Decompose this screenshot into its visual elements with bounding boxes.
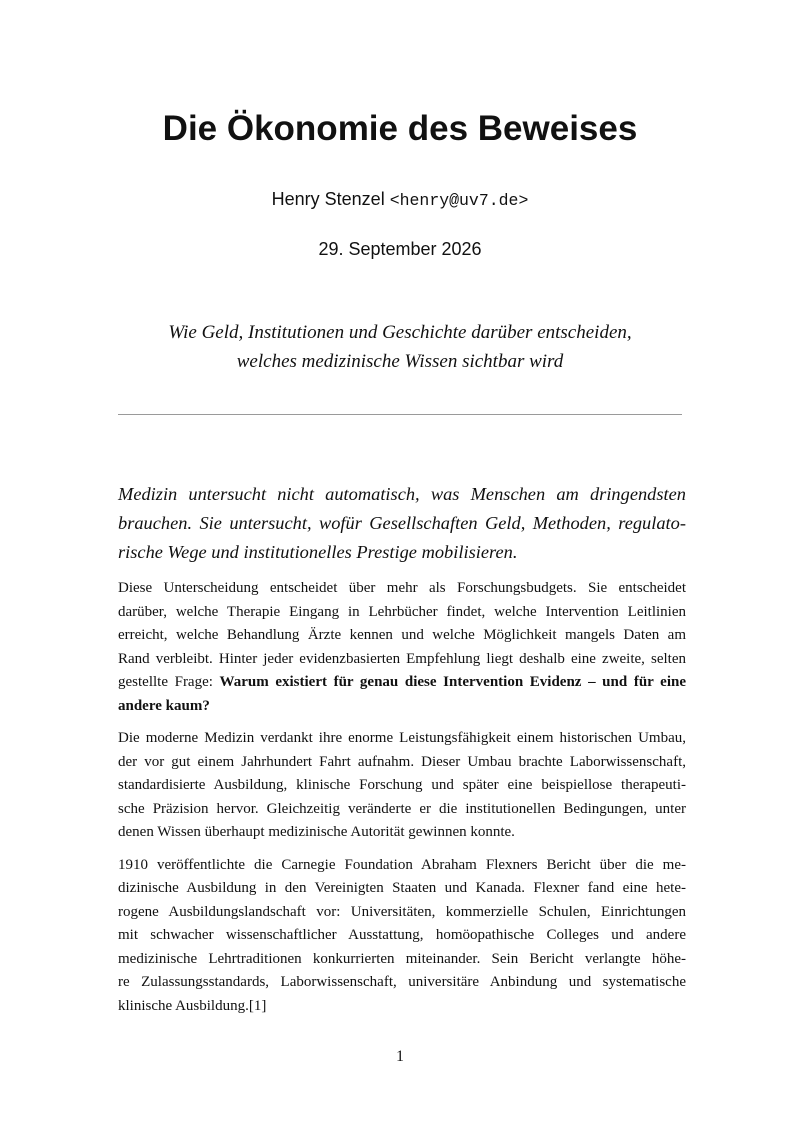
author-name: Henry Stenzel [271, 189, 385, 209]
paragraph-line: Rand verbleibt. Hinter jeder evidenzbasierten Empfehlung liegt deshalb eine zweite, selten [118, 650, 686, 667]
paragraph-line: denen Wissen überhaupt medizinische Autorität gewinnen konnte. [118, 824, 515, 840]
title-divider [118, 414, 682, 415]
page-number: 1 [396, 1048, 404, 1065]
paragraph-line: rogene Ausbildungslandschaft vor: Universitäten, kommerzielle Schulen, Einrichtungen [118, 903, 686, 920]
document-title: Die Ökonomie des Beweises [162, 109, 638, 148]
paragraph-line: der vor gut einem Jahrhundert Fahrt aufnahm. Dieser Umbau brachte Laborwissenschaft, [118, 753, 686, 770]
paragraph-line: medizinische Lehrtraditionen konkurrierten miteinander. Sein Bericht verlangte höhe- [118, 950, 686, 967]
paragraph-line: Die moderne Medizin verdankt ihre enorme Leistungsfähigkeit einem historischen Umbau, [118, 730, 686, 746]
paragraph-line: klinische Ausbildung.[1] [118, 997, 267, 1014]
document-subtitle [0, 318, 800, 376]
paragraph-line: 1910 veröffentlichte die Carnegie Foundation Abraham Flexners Bericht über die me- [118, 856, 686, 873]
body-text [118, 480, 686, 1027]
paragraph-line [118, 671, 686, 695]
paragraph-line: dizinische Ausbildung in den Vereinigten Staaten und Kanada. Flexner fand eine hete- [118, 880, 686, 896]
subtitle-line-1: Wie Geld, Institutionen und Geschichte darüber entscheiden, [168, 322, 632, 343]
subtitle-line-2: welches medizinische Wissen sichtbar wird [236, 351, 564, 372]
paragraph-2 [118, 727, 686, 845]
lead-paragraph [118, 480, 686, 567]
lead-line: brauchen. Sie untersucht, wofür Gesellschaften Geld, Methoden, regulato- [118, 513, 686, 533]
paragraph-line: re Zulassungsstandards, Laborwissenschaft, universitäre Anbindung und systematische [118, 974, 686, 990]
paragraph-line: sche Präzision hervor. Gleichzeitig veränderte er die institutionellen Bedingungen, unter [118, 800, 686, 817]
author-email[interactable]: <henry@uv7.de> [389, 191, 529, 210]
paragraph-1 [118, 577, 686, 718]
document-date: 29. September 2026 [318, 239, 482, 259]
paragraph-line: erreicht, welche Behandlung Ärzte kennen und welche Möglichkeit mangels Daten am [118, 627, 686, 643]
lead-line: Medizin untersucht nicht automatisch, was Menschen am dringendsten [118, 484, 686, 504]
key-question-end: andere kaum? [118, 697, 210, 714]
author-line [0, 186, 800, 214]
key-question: Warum existiert für genau diese Intervention Evidenz – und für eine [219, 674, 686, 690]
paragraph-line: Diese Unterscheidung entscheidet über mehr als Forschungsbudgets. Sie entscheidet [118, 580, 686, 596]
question-intro: gestellte Frage: [118, 674, 220, 690]
paragraph-line: standardisierte Ausbildung, klinische Forschung und später eine beispiellose therapeuti- [118, 777, 686, 793]
lead-line: rische Wege und institutionelles Prestige mobilisieren. [118, 542, 518, 562]
paragraph-3 [118, 854, 686, 1019]
paragraph-line: mit schwacher wissenschaftlicher Ausstattung, homöopathische Colleges und andere [118, 927, 686, 943]
paragraph-line: darüber, welche Therapie Eingang in Lehrbücher findet, welche Intervention Leitlinien [118, 603, 686, 620]
